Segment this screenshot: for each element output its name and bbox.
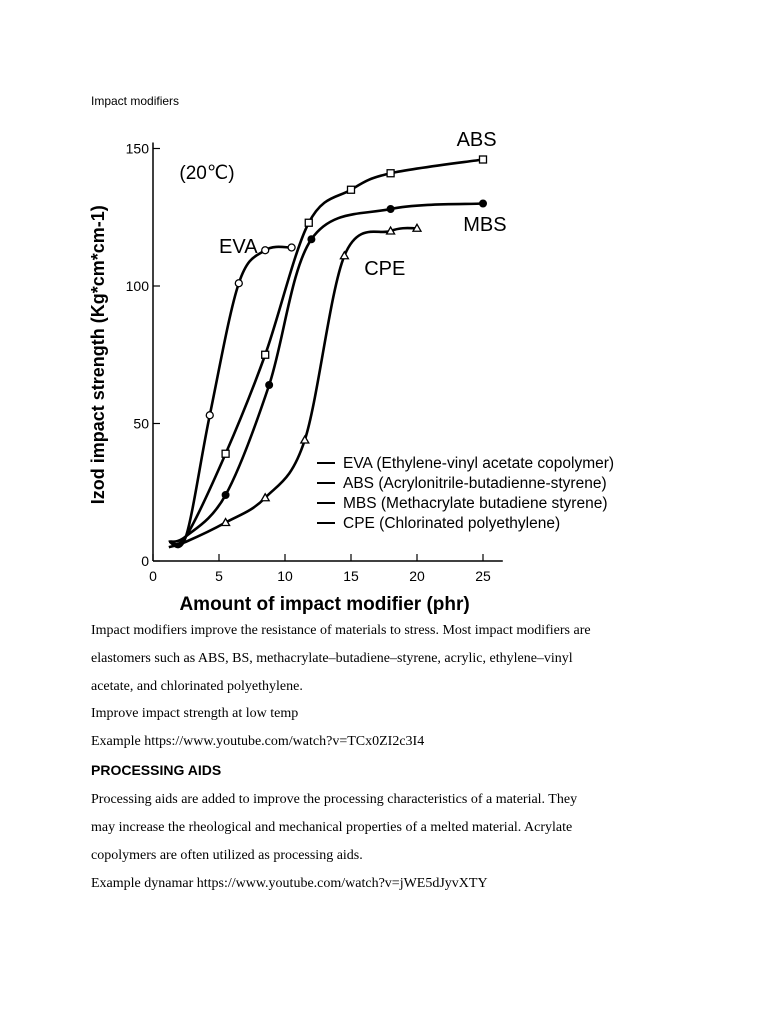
marker-mbs: [480, 200, 487, 207]
marker-eva: [206, 412, 213, 419]
x-tick-label: 20: [409, 568, 425, 584]
temperature-note: (20℃): [179, 162, 235, 184]
x-tick-label: 15: [343, 568, 359, 584]
para-processing-line-2: may increase the rheological and mechanical properties of a melted material. Acrylate: [91, 820, 573, 835]
x-tick-label: 25: [475, 568, 491, 584]
y-axis-title: Izod impact strength (Kg*cm*cm-1): [88, 205, 108, 505]
legend-entry: ABS (Acrylonitrile-butadienne-styrene): [343, 475, 607, 492]
chart-axes: [88, 141, 503, 616]
processing-aids-heading: PROCESSING AIDS: [91, 762, 222, 778]
impact-modifiers-heading: Impact modifiers: [91, 94, 180, 108]
x-tick-label: 10: [277, 568, 293, 584]
y-tick-label: 50: [133, 415, 149, 432]
legend-entry: CPE (Chlorinated polyethylene): [343, 515, 561, 532]
y-tick-label: 150: [125, 140, 149, 157]
series-label-eva: EVA: [219, 236, 258, 258]
marker-abs: [222, 450, 229, 457]
x-tick-label: 5: [215, 568, 223, 584]
series-label-cpe: CPE: [364, 258, 406, 280]
chart-legend: [317, 455, 614, 532]
legend-entry: EVA (Ethylene-vinyl acetate copolymer): [343, 455, 615, 472]
marker-eva: [235, 280, 242, 287]
curve-eva: [169, 247, 292, 547]
para-example-link-1: Example https://www.youtube.com/watch?v=TCx0ZI2c3I4: [91, 734, 425, 749]
marker-mbs: [387, 206, 394, 213]
marker-mbs: [266, 382, 273, 389]
para-impact-line-3: acetate, and chlorinated polyethylene.: [91, 679, 303, 694]
marker-eva: [262, 247, 269, 254]
marker-cpe: [340, 252, 348, 259]
marker-abs: [348, 186, 355, 193]
marker-mbs: [308, 236, 315, 243]
legend-entry: MBS (Methacrylate butadiene styrene): [343, 495, 608, 512]
marker-mbs: [222, 492, 229, 499]
x-tick-label: 0: [149, 568, 157, 584]
marker-abs: [305, 219, 312, 226]
para-example-link-2: Example dynamar https://www.youtube.com/watch?v=jWE5dJyvXTY: [91, 876, 488, 891]
marker-abs: [262, 351, 269, 358]
marker-abs: [387, 170, 394, 177]
marker-eva: [288, 244, 295, 251]
para-low-temp: Improve impact strength at low temp: [91, 706, 299, 721]
para-impact-line-2: elastomers such as ABS, BS, methacrylate–butadiene–styrene, acrylic, ethylene–vinyl: [91, 651, 573, 666]
x-axis-title: Amount of impact modifier (phr): [179, 594, 470, 615]
para-processing-line-1: Processing aids are added to improve the processing characteristics of a material. They: [91, 792, 578, 807]
y-tick-label: 100: [125, 278, 149, 294]
marker-cpe: [301, 436, 309, 443]
marker-abs: [480, 156, 487, 163]
series-label-abs: ABS: [456, 128, 497, 151]
para-impact-line-1: Impact modifiers improve the resistance of materials to stress. Most impact modifiers are: [91, 623, 591, 638]
y-tick-label: 0: [141, 553, 149, 569]
para-processing-line-3: copolymers are often utilized as processing aids.: [91, 848, 363, 863]
series-label-mbs: MBS: [463, 214, 507, 236]
